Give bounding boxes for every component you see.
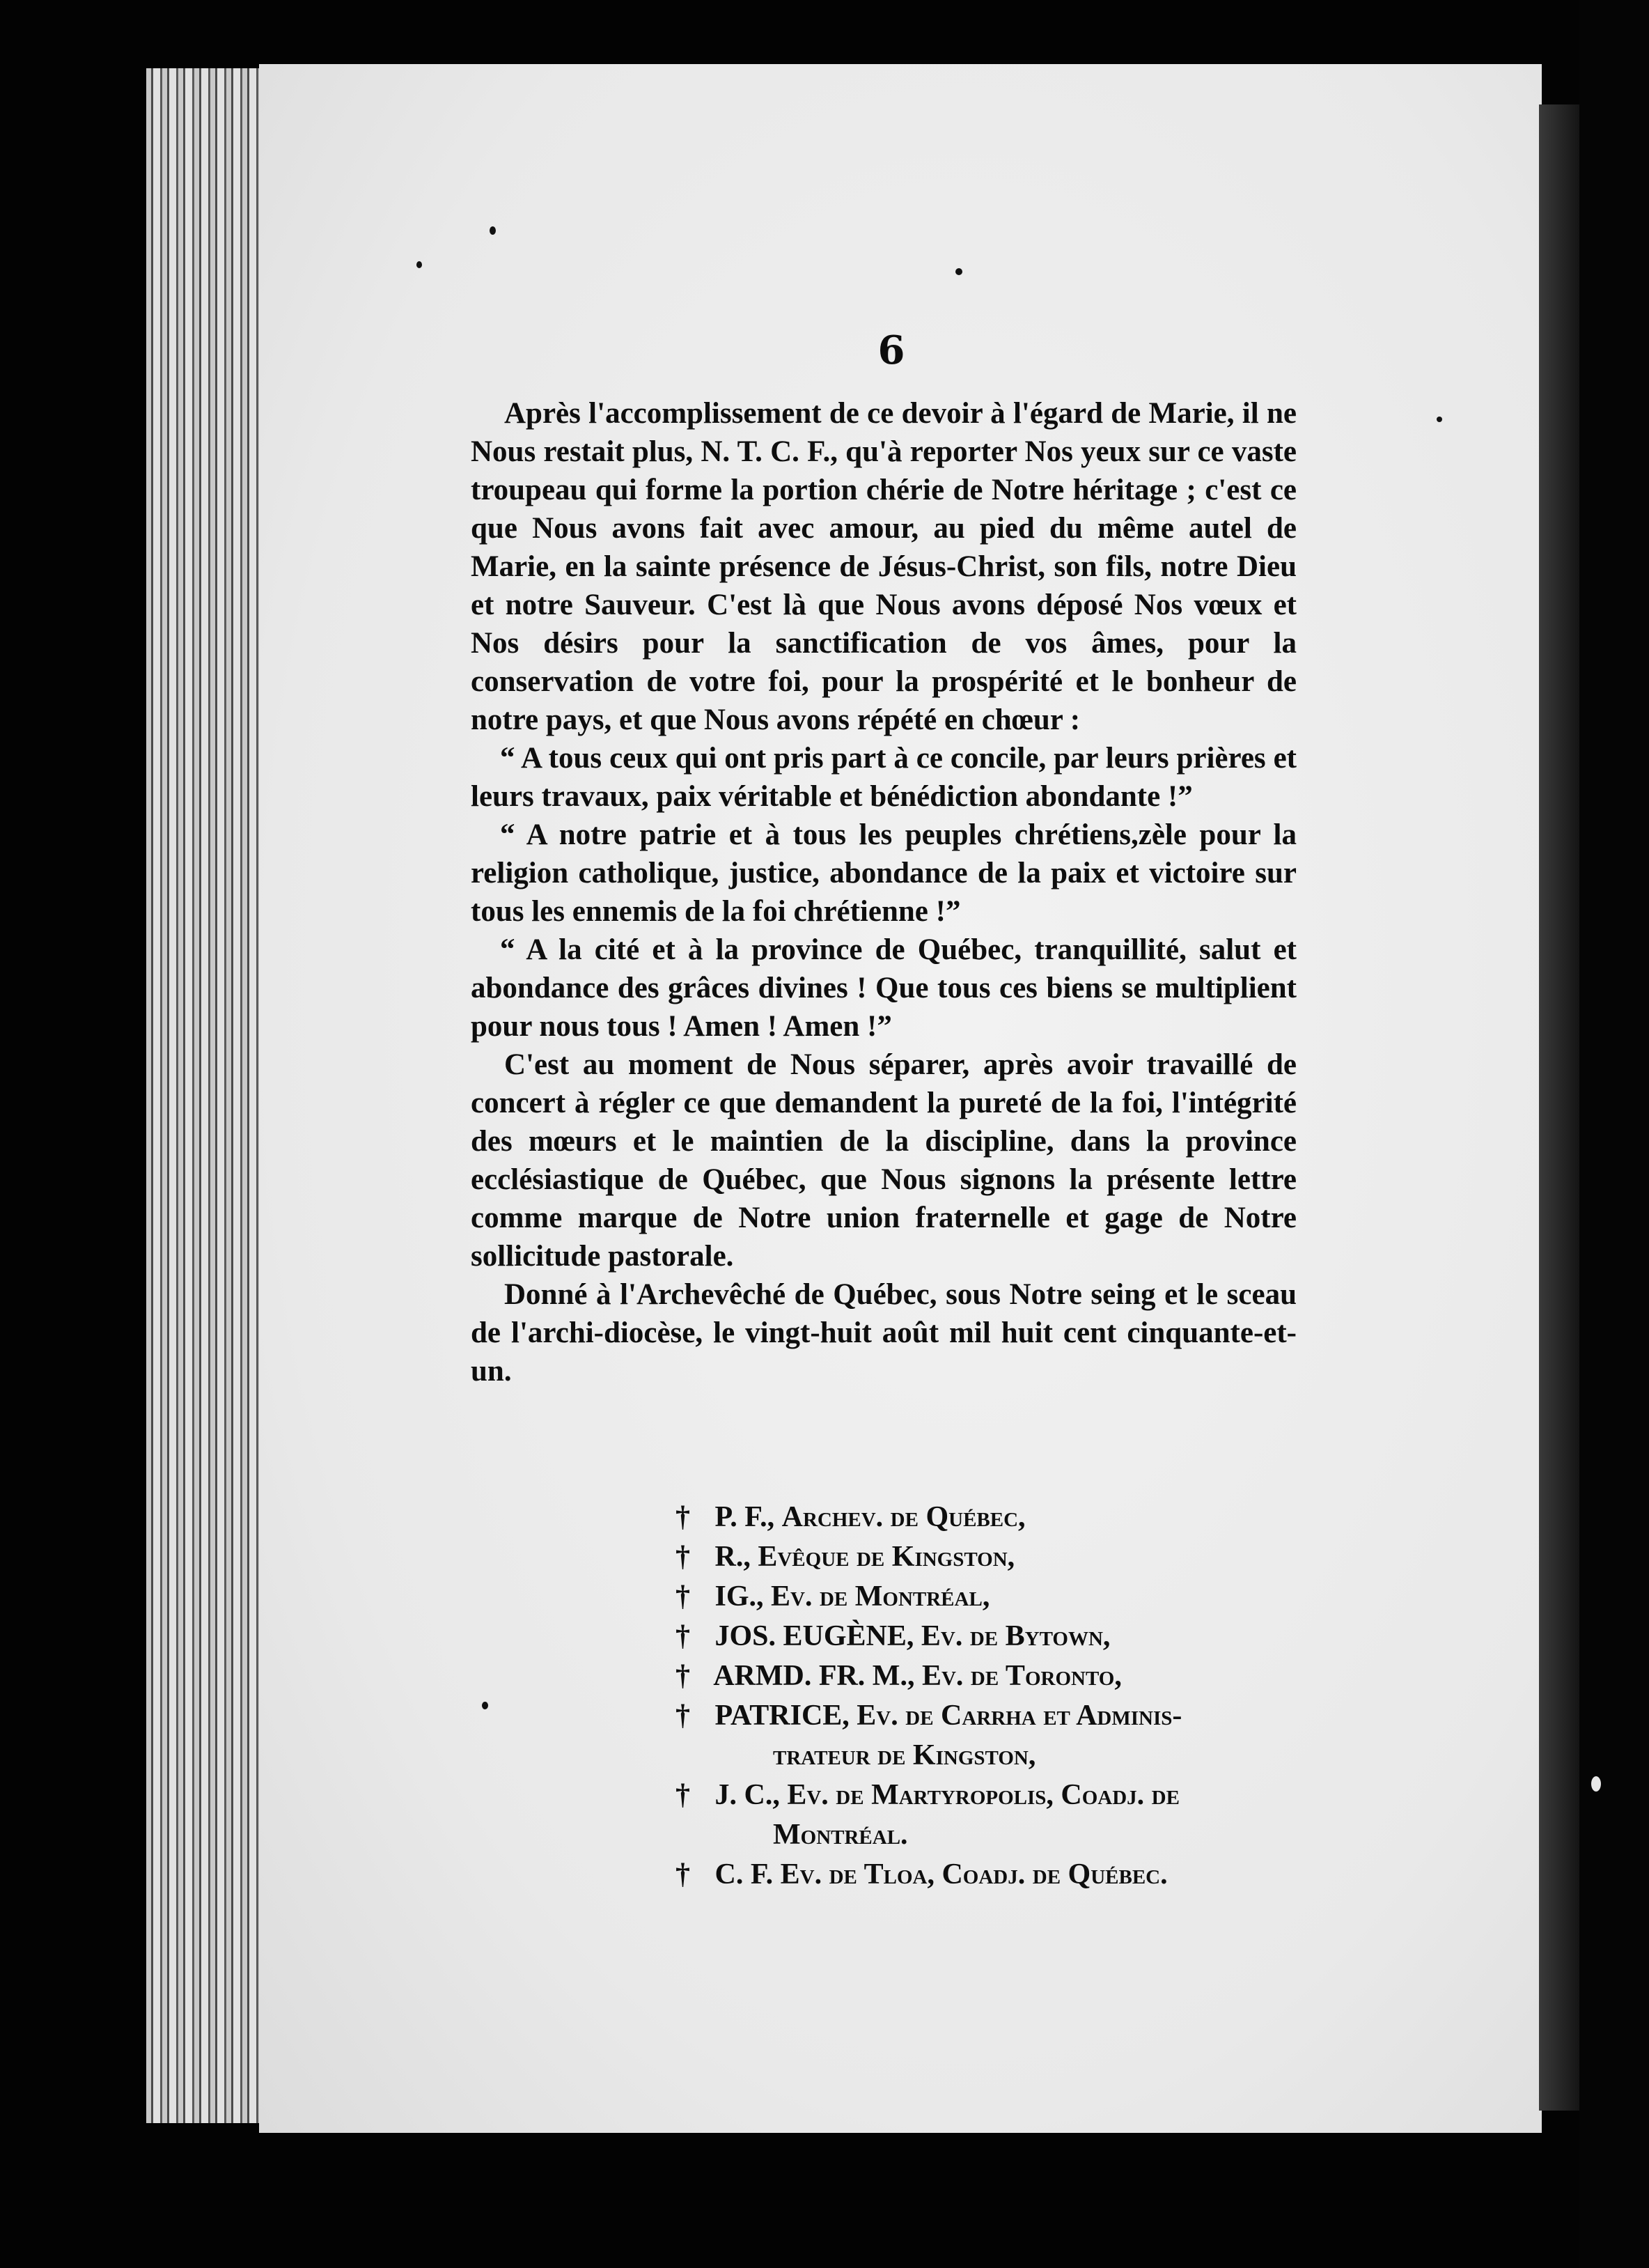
- signatory-title: Ev. de Martyropolis, Coadj. de: [787, 1779, 1180, 1811]
- cross-icon: †: [675, 1620, 690, 1652]
- cross-icon: †: [675, 1660, 690, 1692]
- signatory-title: Ev. de Carrha et Adminis-: [857, 1700, 1182, 1732]
- cross-icon: †: [675, 1580, 690, 1613]
- signatory-title: Ev. de Tloa, Coadj. de Québec.: [780, 1858, 1168, 1890]
- signatory-title: Archev. de Québec,: [781, 1501, 1026, 1533]
- cross-icon: †: [675, 1779, 690, 1811]
- signatory-name: R.,: [714, 1541, 751, 1573]
- paragraph-quote-council: “ A tous ceux qui ont pris part à ce concile, par leurs prières et leurs travaux, paix véritable et bénédiction abondante !”: [471, 742, 1297, 813]
- ink-speck: [416, 261, 422, 268]
- signatory-title: Ev. de Montréal,: [771, 1580, 990, 1613]
- ink-speck: [482, 1702, 488, 1709]
- paragraph-quote-homeland: “ A notre patrie et à tous les peuples chrétiens,zèle pour la religion catholique, justice, abondance de la paix et victoire sur tous les ennemis de la foi chrétienne !”: [471, 818, 1297, 928]
- paragraph-dated: Donné à l'Archevêché de Québec, sous Notre seing et le sceau de l'archi-diocèse, le vingt-huit août mil huit cent cinquante-et-un.: [471, 1278, 1297, 1388]
- ink-speck: [955, 268, 962, 275]
- signatory-name: J. C.,: [714, 1779, 780, 1811]
- ink-speck: [490, 226, 496, 235]
- signatory-name: ARMD. FR. M.,: [713, 1660, 915, 1692]
- signatory-name: P. F.,: [714, 1501, 775, 1533]
- signatory-title: Evêque de Kingston,: [758, 1541, 1015, 1573]
- signatory-title: Ev. de Bytown,: [921, 1620, 1111, 1652]
- signature-line: [675, 1696, 1323, 1736]
- signatory-name: IG.,: [714, 1580, 764, 1613]
- signatory-title: Ev. de Toronto,: [921, 1660, 1122, 1692]
- ink-speck: [1437, 417, 1442, 422]
- signatory-name: C. F.: [714, 1858, 774, 1890]
- cross-icon: †: [675, 1858, 690, 1890]
- spine-shadow: [1539, 104, 1579, 2111]
- letter-body: [471, 394, 1297, 1390]
- signature-line: [675, 1498, 1323, 1537]
- signatory-name: JOS. EUGÈNE,: [714, 1620, 914, 1652]
- signatory-title-continuation: trateur de Kingston,: [773, 1739, 1036, 1771]
- signature-line: [675, 1855, 1323, 1895]
- signature-line: [675, 1656, 1323, 1696]
- book-page-edges: [146, 68, 272, 2123]
- cross-icon: †: [675, 1700, 690, 1732]
- cross-icon: †: [675, 1501, 690, 1533]
- paragraph-closing: C'est au moment de Nous séparer, après avoir travaillé de concert à régler ce que demandent la pureté de la foi, l'intégrité des mœurs et le maintien de la discipline, dans la province ecclésiastique de Québec, que Nous signons la présente lettre comme marque de Notre union fraternelle et gage de Notre sollicitude pastorale.: [471, 1048, 1297, 1273]
- signatory-name: PATRICE,: [714, 1700, 850, 1732]
- cross-icon: †: [675, 1541, 690, 1573]
- ink-speck: [1591, 1776, 1601, 1792]
- paragraph-quote-quebec: “ A la cité et à la province de Québec, tranquillité, salut et abondance des grâces divines ! Que tous ces biens se multiplient pour nous tous ! Amen ! Amen !”: [471, 933, 1297, 1043]
- signature-line: [675, 1776, 1323, 1815]
- signature-line: [675, 1617, 1323, 1656]
- paragraph-opening: Après l'accomplissement de ce devoir à l'égard de Marie, il ne Nous restait plus, N. T. C. F., qu'à reporter Nos yeux sur ce vaste troupeau qui forme la portion chérie de Notre héritage ; c'est ce que Nous avons fait avec amour, au pied du même autel de Marie, en la sainte présence de Jésus-Christ, son fils, notre Dieu et notre Sauveur. C'est là que Nous avons déposé Nos vœux et Nos désirs pour la sanctification de vos âmes, pour la conservation de votre foi, pour la prospérité et le bonheur de notre pays, et que Nous avons répété en chœur :: [471, 397, 1297, 736]
- signatory-title-continuation: Montréal.: [773, 1819, 908, 1851]
- signature-block: [675, 1498, 1323, 1895]
- page-number: 6: [877, 327, 905, 373]
- dark-margin: [1579, 0, 1649, 2268]
- signature-line: [675, 1577, 1323, 1617]
- signature-line: [675, 1537, 1323, 1577]
